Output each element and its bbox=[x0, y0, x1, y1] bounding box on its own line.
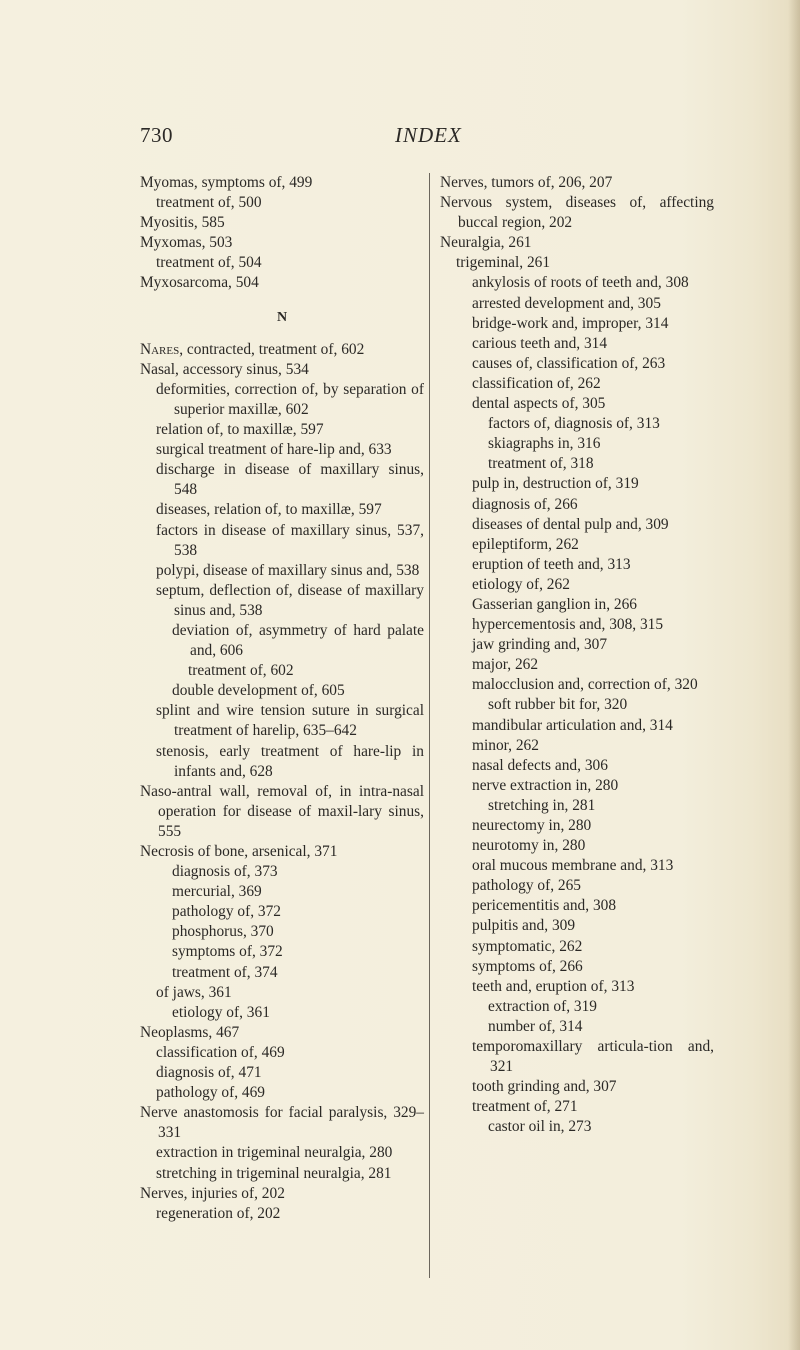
index-entry: nasal defects and, 306 bbox=[472, 756, 608, 774]
index-entry: tooth grinding and, 307 bbox=[472, 1078, 617, 1096]
running-head: INDEX bbox=[395, 123, 462, 147]
column-divider bbox=[429, 173, 430, 1278]
index-column-left bbox=[140, 173, 424, 1224]
index-entry: treatment of, 318 bbox=[488, 455, 594, 473]
index-entry: Myxosarcoma, 504 bbox=[140, 274, 259, 292]
index-entry: ankylosis of roots of teeth and, 308 bbox=[472, 274, 689, 292]
index-entry: Gasserian ganglion in, 266 bbox=[472, 595, 637, 613]
index-entry: etiology of, 262 bbox=[472, 575, 570, 593]
index-entry: deformities, correction of, by separation of superior maxillæ, 602 bbox=[156, 380, 424, 418]
index-entry: pathology of, 265 bbox=[472, 877, 582, 895]
index-entry: relation of, to maxillæ, 597 bbox=[156, 421, 324, 439]
index-entry: treatment of, 500 bbox=[156, 194, 262, 212]
index-entry: double development of, 605 bbox=[172, 682, 345, 700]
index-entry: mercurial, 369 bbox=[172, 883, 262, 901]
index-entry: temporomaxillary articula-tion and, 321 bbox=[472, 1038, 714, 1076]
index-entry: diagnosis of, 373 bbox=[172, 863, 278, 881]
index-entry: symptoms of, 266 bbox=[472, 957, 583, 975]
index-entry: neurectomy in, 280 bbox=[472, 817, 592, 834]
index-entry: phosphorus, 370 bbox=[172, 923, 274, 941]
index-entry: oral mucous membrane and, 313 bbox=[472, 857, 674, 875]
index-entry: treatment of, 602 bbox=[188, 662, 294, 680]
index-entry: diseases, relation of, to maxillæ, 597 bbox=[156, 501, 382, 519]
index-entry: discharge in disease of maxillary sinus, 548 bbox=[156, 461, 424, 499]
index-entry: nerve extraction in, 280 bbox=[472, 776, 619, 794]
index-entry: classification of, 262 bbox=[472, 374, 601, 392]
index-entry: symptomatic, 262 bbox=[472, 937, 583, 955]
index-entry: bridge-work and, improper, 314 bbox=[472, 314, 669, 332]
index-entry: treatment of, 504 bbox=[156, 254, 262, 272]
index-entry: polypi, disease of maxillary sinus and, 538 bbox=[156, 561, 420, 579]
index-entry: Nervous system, diseases of, affecting buccal region, 202 bbox=[440, 194, 714, 232]
index-entry: Neoplasms, 467 bbox=[140, 1023, 240, 1041]
index-entry: extraction in trigeminal neuralgia, 280 bbox=[156, 1144, 393, 1162]
index-entry: eruption of teeth and, 313 bbox=[472, 555, 631, 573]
index-entry: minor, 262 bbox=[472, 736, 539, 754]
index-entry: pulpitis and, 309 bbox=[472, 917, 576, 935]
index-entry: teeth and, eruption of, 313 bbox=[472, 977, 635, 995]
index-entry: Nasal, accessory sinus, 534 bbox=[140, 360, 309, 378]
index-entry: extraction of, 319 bbox=[488, 997, 597, 1015]
page-number: 730 bbox=[140, 123, 173, 147]
index-entry: Myositis, 585 bbox=[140, 214, 225, 232]
index-column-right bbox=[440, 173, 714, 1138]
index-entry: factors of, diagnosis of, 313 bbox=[488, 415, 660, 433]
index-entry: neurotomy in, 280 bbox=[472, 837, 586, 855]
index-entry: stretching in trigeminal neuralgia, 281 bbox=[156, 1164, 392, 1182]
index-entry: major, 262 bbox=[472, 656, 539, 674]
index-entry: factors in disease of maxillary sinus, 537, 538 bbox=[156, 521, 424, 559]
index-entry: dental aspects of, 305 bbox=[472, 395, 606, 413]
index-entry: arrested development and, 305 bbox=[472, 294, 661, 312]
index-entry: malocclusion and, correction of, 320 bbox=[472, 676, 698, 694]
index-entry: causes of, classification of, 263 bbox=[472, 354, 666, 372]
index-entry: septum, deflection of, disease of maxillary sinus and, 538 bbox=[156, 581, 424, 619]
index-entry: Naso-antral wall, removal of, in intra-nasal operation for disease of maxil-lary sinus, 555 bbox=[140, 782, 424, 840]
index-entry: soft rubber bit for, 320 bbox=[488, 696, 628, 714]
index-entry: trigeminal, 261 bbox=[456, 254, 551, 272]
index-entry: symptoms of, 372 bbox=[172, 943, 283, 961]
index-entry: diagnosis of, 266 bbox=[472, 495, 578, 513]
index-entry: Nerves, tumors of, 206, 207 bbox=[440, 174, 613, 191]
index-entry: pathology of, 469 bbox=[156, 1084, 266, 1102]
index-entry: stretching in, 281 bbox=[488, 796, 596, 814]
page-edge-shadow bbox=[788, 0, 800, 1350]
index-entry: diseases of dental pulp and, 309 bbox=[472, 515, 669, 533]
index-entry: deviation of, asymmetry of hard palate and, 606 bbox=[172, 621, 424, 660]
index-entry: number of, 314 bbox=[488, 1017, 583, 1035]
index-entry: of jaws, 361 bbox=[156, 983, 232, 1001]
index-entry: diagnosis of, 471 bbox=[156, 1064, 262, 1082]
index-entry: regeneration of, 202 bbox=[156, 1204, 281, 1222]
index-entry: Myomas, symptoms of, 499 bbox=[140, 174, 313, 191]
index-entry: Necrosis of bone, arsenical, 371 bbox=[140, 843, 338, 860]
index-entry: carious teeth and, 314 bbox=[472, 334, 608, 352]
index-entry: Myxomas, 503 bbox=[140, 234, 233, 252]
index-entry: treatment of, 271 bbox=[472, 1098, 578, 1116]
index-entry: etiology of, 361 bbox=[172, 1003, 270, 1021]
index-entry: treatment of, 374 bbox=[172, 963, 278, 981]
index-entry: hypercementosis and, 308, 315 bbox=[472, 616, 664, 634]
index-entry: jaw grinding and, 307 bbox=[472, 636, 608, 654]
index-entry: mandibular articulation and, 314 bbox=[472, 716, 673, 734]
index-entry: skiagraphs in, 316 bbox=[488, 435, 601, 453]
index-entry: surgical treatment of hare-lip and, 633 bbox=[156, 441, 392, 459]
index-entry: Nerve anastomosis for facial paralysis, 329–331 bbox=[140, 1104, 424, 1142]
index-entry: Nares, contracted, treatment of, 602 bbox=[140, 340, 365, 358]
index-entry: classification of, 469 bbox=[156, 1043, 285, 1061]
index-entry: pericementitis and, 308 bbox=[472, 897, 617, 915]
index-entry: epileptiform, 262 bbox=[472, 535, 579, 553]
index-entry: Neuralgia, 261 bbox=[440, 234, 532, 252]
section-letter: N bbox=[276, 309, 288, 325]
index-entry: splint and wire tension suture in surgical treatment of harelip, 635–642 bbox=[156, 702, 424, 740]
index-entry: castor oil in, 273 bbox=[488, 1118, 592, 1136]
index-entry: pathology of, 372 bbox=[172, 903, 282, 921]
index-entry: stenosis, early treatment of hare-lip in infants and, 628 bbox=[156, 742, 424, 780]
index-entry: Nerves, injuries of, 202 bbox=[140, 1184, 285, 1202]
index-entry: pulp in, destruction of, 319 bbox=[472, 475, 639, 493]
